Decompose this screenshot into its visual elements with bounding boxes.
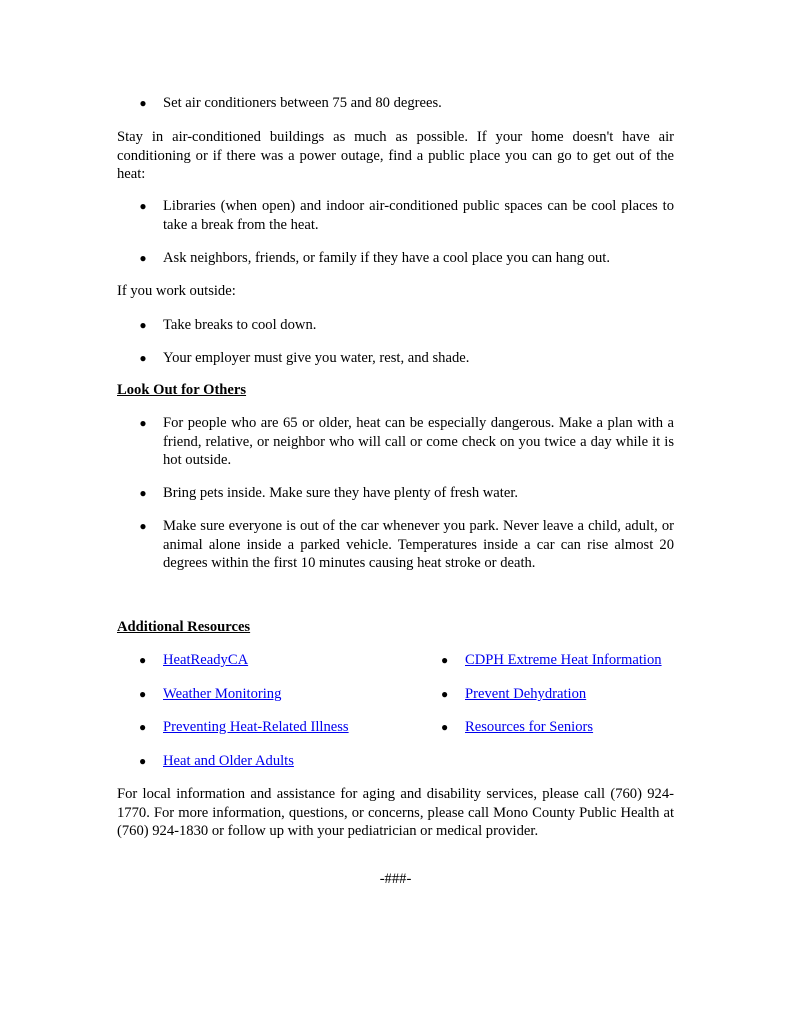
bullet-icon: ● xyxy=(441,687,449,701)
bullet-icon: ● xyxy=(139,720,147,734)
link-prevent-dehydration[interactable]: Prevent Dehydration xyxy=(465,686,587,702)
link-resources-for-seniors[interactable]: Resources for Seniors xyxy=(465,719,594,735)
end-mark: -###- xyxy=(379,871,412,887)
resource-item xyxy=(139,651,248,670)
list-item xyxy=(117,517,674,573)
resource-item xyxy=(139,685,281,704)
bullet-icon: ● xyxy=(139,318,147,332)
bullet-icon: ● xyxy=(139,519,147,533)
link-preventing-heat-related-illness[interactable]: Preventing Heat-Related Illness xyxy=(163,719,349,735)
list-item-text: Set air conditioners between 75 and 80 degrees. xyxy=(163,95,442,111)
bullet-icon: ● xyxy=(441,653,449,667)
bullet-icon: ● xyxy=(139,251,147,265)
bullet-icon: ● xyxy=(139,754,147,768)
link-weather-monitoring[interactable]: Weather Monitoring xyxy=(163,686,282,702)
list-item-text: Your employer must give you water, rest, and shade. xyxy=(163,350,470,366)
list-item xyxy=(117,414,674,470)
paragraph-work-outside: If you work outside: xyxy=(117,283,236,299)
bullet-icon: ● xyxy=(139,486,147,500)
resource-item xyxy=(441,718,593,737)
heading-additional-resources: Additional Resources xyxy=(117,619,251,635)
list-item xyxy=(117,349,674,368)
heading-look-out-for-others: Look Out for Others xyxy=(117,382,247,398)
resource-item xyxy=(441,685,586,704)
list-item-text: For people who are 65 or older, heat can be especially dangerous. Make a plan with a friend, relative, or neighbor who will call or come check on you twice a day while it is hot outside. xyxy=(163,415,674,468)
list-item-text: Take breaks to cool down. xyxy=(163,317,317,333)
resource-item xyxy=(441,651,662,670)
list-item-text: Libraries (when open) and indoor air-conditioned public spaces can be cool places to take a break from the heat. xyxy=(163,198,674,233)
resource-item xyxy=(139,718,349,737)
link-cdph-extreme-heat-information[interactable]: CDPH Extreme Heat Information xyxy=(465,652,662,668)
bullet-icon: ● xyxy=(139,96,147,110)
list-item xyxy=(117,316,674,335)
bullet-icon: ● xyxy=(139,687,147,701)
link-heat-and-older-adults[interactable]: Heat and Older Adults xyxy=(163,753,294,769)
bullet-icon: ● xyxy=(139,416,147,430)
list-item-text: Make sure everyone is out of the car whenever you park. Never leave a child, adult, or animal alone inside a parked vehicle. Temperatures inside a car can rise almost 20 degrees within the first 10 minutes causing heat stroke or death. xyxy=(163,518,674,571)
list-item xyxy=(117,197,674,234)
list-item xyxy=(117,249,674,268)
list-item xyxy=(117,484,674,503)
link-heatreadyca[interactable]: HeatReadyCA xyxy=(163,652,249,668)
paragraph-stay-cool: Stay in air-conditioned buildings as much as possible. If your home doesn't have air conditioning or if there was a power outage, find a public place you can go to get out of the heat: xyxy=(117,129,674,182)
paragraph-local-information: For local information and assistance for aging and disability services, please call (760) 924-1770. For more information, questions, or concerns, please call Mono County Public Health at (760) 924-1830 or follow up with your pediatrician or medical provider. xyxy=(117,786,674,839)
resource-item xyxy=(139,752,294,771)
bullet-icon: ● xyxy=(441,720,449,734)
list-item-text: Bring pets inside. Make sure they have plenty of fresh water. xyxy=(163,485,519,501)
list-item xyxy=(117,94,674,113)
bullet-icon: ● xyxy=(139,653,147,667)
bullet-icon: ● xyxy=(139,351,147,365)
bullet-icon: ● xyxy=(139,199,147,213)
list-item-text: Ask neighbors, friends, or family if they have a cool place you can hang out. xyxy=(163,250,611,266)
